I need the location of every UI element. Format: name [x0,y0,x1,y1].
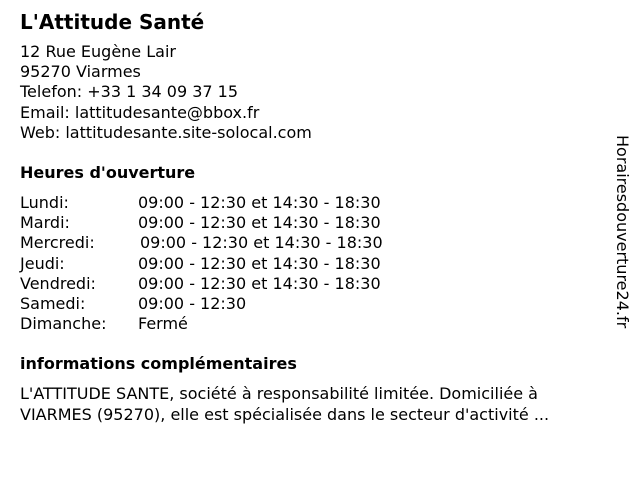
business-name: L'Attitude Santé [20,10,205,34]
info-heading: informations complémentaires [20,354,297,373]
contact-block [20,42,312,143]
day-hours: 09:00 - 12:30 et 14:30 - 18:30 [138,193,381,212]
day-hours: Fermé [138,314,188,334]
info-line: VIARMES (95270), elle est spécialisée dans le secteur d'activité ... [20,404,550,424]
web-line[interactable]: Web: lattitudesante.site-solocal.com [20,122,312,142]
day-hours: 09:00 - 12:30 [138,293,247,313]
day-hours: 09:00 - 12:30 et 14:30 - 18:30 [140,233,383,253]
address-street: 12 Rue Eugène Lair [20,42,176,61]
day-label: Jeudi: [20,253,65,273]
day-hours: 09:00 - 12:30 et 14:30 - 18:30 [138,253,381,273]
day-hours: 09:00 - 12:30 et 14:30 - 18:30 [138,273,381,293]
day-label: Mercredi: [20,233,95,253]
day-hours: 09:00 - 12:30 et 14:30 - 18:30 [138,213,381,233]
day-label: Vendredi: [20,273,96,293]
email-line[interactable]: Email: lattitudesante@bbox.fr [20,102,260,122]
phone-line[interactable]: Telefon: +33 1 34 09 37 15 [20,82,239,102]
hours-heading: Heures d'ouverture [20,163,196,182]
day-label: Dimanche: [20,314,107,334]
day-label: Samedi: [20,293,86,313]
site-watermark: Horairesdouverture24.fr [613,135,632,329]
address-city: 95270 Viarmes [20,62,141,82]
info-description [20,384,620,425]
day-label: Lundi: [20,193,69,212]
day-label: Mardi: [20,213,70,233]
info-line: L'ATTITUDE SANTE, société à responsabilité limitée. Domiciliée à [20,384,538,403]
